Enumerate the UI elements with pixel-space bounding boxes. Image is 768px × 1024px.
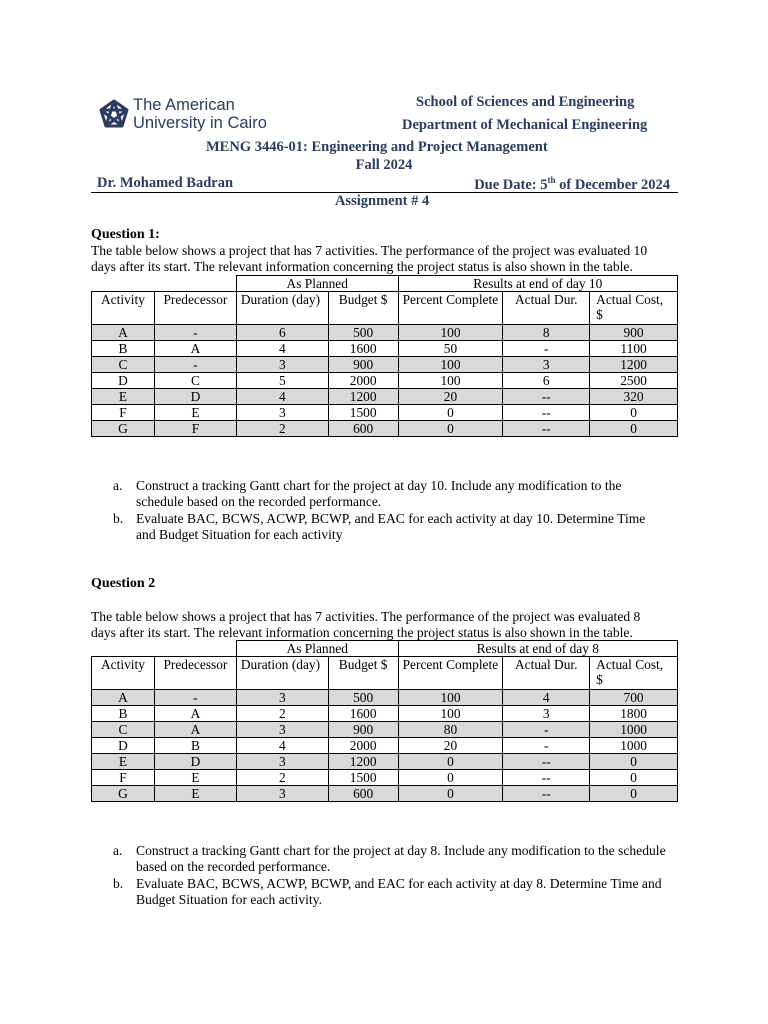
due-date (474, 175, 670, 194)
table-cell: - (154, 325, 236, 341)
table-cell: 3 (236, 357, 328, 373)
question-2-intro (91, 609, 691, 641)
table-cell: 2500 (590, 373, 678, 389)
table-row (92, 706, 678, 722)
table-cell: 4 (236, 341, 328, 357)
column-header: Duration (day) (236, 292, 328, 325)
table-cell: 0 (398, 770, 503, 786)
table-cell: 600 (328, 421, 398, 437)
table-cell: 20 (398, 738, 503, 754)
list-item-label: b. (113, 876, 124, 891)
table-cell: 4 (503, 690, 590, 706)
table-cell: 6 (503, 373, 590, 389)
question-1-table (91, 275, 678, 437)
table-cell: 100 (398, 357, 503, 373)
column-header: Budget $ (328, 657, 398, 690)
question-1-intro (91, 243, 691, 275)
term: Fall 2024 (355, 157, 413, 173)
table-cell: G (92, 421, 155, 437)
table-cell: E (92, 754, 155, 770)
table-cell: 2 (236, 706, 328, 722)
table-row (92, 405, 678, 421)
table-row (92, 770, 678, 786)
group-results: Results at end of day 10 (398, 276, 677, 292)
list-item-line: Budget Situation for each activity. (136, 892, 322, 907)
table-cell: E (154, 786, 236, 802)
table-cell: 0 (398, 405, 503, 421)
list-item-line: Evaluate BAC, BCWS, ACWP, BCWP, and EAC for each activity at day 8. Determine Time and (136, 876, 662, 891)
table-cell: - (154, 690, 236, 706)
table-cell: F (92, 770, 155, 786)
table-row (92, 738, 678, 754)
table-cell: -- (503, 405, 590, 421)
table-row (92, 786, 678, 802)
table-cell: C (154, 373, 236, 389)
table-cell: -- (503, 389, 590, 405)
table-row (92, 690, 678, 706)
column-header: Activity (92, 657, 155, 690)
table-cell: 3 (236, 722, 328, 738)
intro-line: The table below shows a project that has 7 activities. The performance of the project was evaluated 8 (91, 609, 641, 624)
list-item-text (136, 843, 681, 875)
table-cell: - (503, 738, 590, 754)
column-header: Predecessor (154, 292, 236, 325)
list-item-line: Construct a tracking Gantt chart for the project at day 10. Include any modification to the (136, 478, 622, 493)
table-cell: D (92, 738, 155, 754)
column-header: Actual Dur. (503, 292, 590, 325)
logo-line-2: University in Cairo (133, 114, 267, 132)
table-row (92, 373, 678, 389)
table-cell: 0 (590, 754, 678, 770)
table-cell: 0 (398, 786, 503, 802)
column-header-row (92, 292, 678, 325)
table-cell: 3 (236, 405, 328, 421)
table-cell: -- (503, 421, 590, 437)
table-row (92, 722, 678, 738)
table-cell: - (503, 341, 590, 357)
column-header: Activity (92, 292, 155, 325)
table-row (92, 357, 678, 373)
list-item-line: and Budget Situation for each activity (136, 527, 343, 542)
column-header: Duration (day) (236, 657, 328, 690)
table-cell: 1100 (590, 341, 678, 357)
table-cell: 0 (590, 405, 678, 421)
table-cell: B (154, 738, 236, 754)
table-cell: 2 (236, 770, 328, 786)
logo-wordmark (133, 96, 267, 132)
table-cell: 8 (503, 325, 590, 341)
column-header: Predecessor (154, 657, 236, 690)
instructor-name: Dr. Mohamed Badran (97, 175, 234, 191)
column-header: Percent Complete (398, 292, 503, 325)
list-item-line: schedule based on the recorded performance. (136, 494, 382, 509)
logo-line-1: The American (133, 96, 235, 114)
table-cell: 320 (590, 389, 678, 405)
table-cell: A (154, 341, 236, 357)
table-cell: 4 (236, 389, 328, 405)
table-cell: 100 (398, 373, 503, 389)
table-cell: 3 (236, 754, 328, 770)
table-cell: 900 (590, 325, 678, 341)
table-row (92, 389, 678, 405)
table-cell: F (92, 405, 155, 421)
table-cell: C (92, 722, 155, 738)
table-cell: -- (503, 754, 590, 770)
table-cell: E (92, 389, 155, 405)
table-cell: E (154, 405, 236, 421)
auc-emblem-icon (97, 98, 131, 132)
table-cell: 6 (236, 325, 328, 341)
table-row (92, 325, 678, 341)
table-cell: 700 (590, 690, 678, 706)
table-cell: 1000 (590, 722, 678, 738)
table-cell: 100 (398, 690, 503, 706)
intro-line: days after its start. The relevant information concerning the project status is also shown in the table. (91, 259, 633, 274)
table-cell: 3 (503, 357, 590, 373)
table-cell: 2000 (328, 738, 398, 754)
table-cell: 2000 (328, 373, 398, 389)
list-item-text (136, 876, 681, 908)
table-cell: 1000 (590, 738, 678, 754)
list-item-line: Evaluate BAC, BCWS, ACWP, BCWP, and EAC for each activity at day 10. Determine Time (136, 511, 646, 526)
table-cell: 4 (236, 738, 328, 754)
table-cell: 1800 (590, 706, 678, 722)
table-cell: 1200 (328, 754, 398, 770)
table-cell: 0 (590, 421, 678, 437)
column-header: Budget $ (328, 292, 398, 325)
table-cell: 600 (328, 786, 398, 802)
table-cell: 1500 (328, 770, 398, 786)
group-header-row (92, 276, 678, 292)
question-2-title: Question 2 (91, 576, 156, 591)
table-cell: A (154, 722, 236, 738)
list-item-text (136, 478, 681, 510)
column-header: Actual Dur. (503, 657, 590, 690)
table-cell: A (92, 325, 155, 341)
table-cell: B (92, 706, 155, 722)
table-cell: 3 (236, 690, 328, 706)
list-item-label: b. (113, 511, 124, 526)
table-cell: -- (503, 786, 590, 802)
table-cell: C (92, 357, 155, 373)
column-header: Actual Cost, $ (590, 657, 678, 690)
list-item-line: Construct a tracking Gantt chart for the project at day 8. Include any modification to the schedule (136, 843, 666, 858)
table-cell: 3 (503, 706, 590, 722)
table-cell: 900 (328, 722, 398, 738)
table-row (92, 341, 678, 357)
table-cell: 0 (590, 770, 678, 786)
column-header: Percent Complete (398, 657, 503, 690)
table-cell: - (154, 357, 236, 373)
course-title: MENG 3446-01: Engineering and Project Management (206, 139, 548, 155)
table-cell: B (92, 341, 155, 357)
table-cell: D (154, 389, 236, 405)
department-name: Department of Mechanical Engineering (402, 117, 648, 133)
table-cell: 0 (398, 754, 503, 770)
table-cell: 500 (328, 690, 398, 706)
due-date-suffix: of December 2024 (555, 176, 670, 193)
list-item-line: based on the recorded performance. (136, 859, 331, 874)
table-row (92, 421, 678, 437)
question-2-table (91, 640, 678, 802)
table-cell: 1200 (590, 357, 678, 373)
table-cell: A (154, 706, 236, 722)
assignment-title: Assignment # 4 (335, 193, 430, 209)
table-cell: 1500 (328, 405, 398, 421)
table-cell: 0 (398, 421, 503, 437)
list-item-text (136, 511, 681, 543)
table-cell: 50 (398, 341, 503, 357)
table-cell: 1200 (328, 389, 398, 405)
column-header: Actual Cost, $ (590, 292, 678, 325)
intro-line: The table below shows a project that has 7 activities. The performance of the project was evaluated 10 (91, 243, 648, 258)
due-date-prefix: Due Date: 5 (474, 176, 548, 193)
table-cell: D (154, 754, 236, 770)
group-results: Results at end of day 8 (398, 641, 677, 657)
table-cell: 20 (398, 389, 503, 405)
table-cell: E (154, 770, 236, 786)
list-item-label: a. (113, 478, 123, 493)
table-cell: 1600 (328, 706, 398, 722)
table-cell: G (92, 786, 155, 802)
school-name: School of Sciences and Engineering (416, 94, 635, 110)
group-as-planned: As Planned (236, 641, 398, 657)
table-cell: F (154, 421, 236, 437)
table-cell: 5 (236, 373, 328, 389)
table-cell: D (92, 373, 155, 389)
table-cell: 100 (398, 325, 503, 341)
table-cell: 100 (398, 706, 503, 722)
column-header-row (92, 657, 678, 690)
table-cell: -- (503, 770, 590, 786)
table-row (92, 754, 678, 770)
list-item-label: a. (113, 843, 123, 858)
table-cell: 3 (236, 786, 328, 802)
table-cell: 900 (328, 357, 398, 373)
due-date-superscript: th (547, 175, 556, 185)
table-cell: 2 (236, 421, 328, 437)
question-1-title: Question 1: (91, 227, 160, 242)
table-cell: - (503, 722, 590, 738)
table-cell: 80 (398, 722, 503, 738)
group-as-planned: As Planned (236, 276, 398, 292)
table-cell: 500 (328, 325, 398, 341)
group-header-row (92, 641, 678, 657)
intro-line: days after its start. The relevant information concerning the project status is also shown in the table. (91, 625, 633, 640)
table-cell: 1600 (328, 341, 398, 357)
table-cell: 0 (590, 786, 678, 802)
table-cell: A (92, 690, 155, 706)
